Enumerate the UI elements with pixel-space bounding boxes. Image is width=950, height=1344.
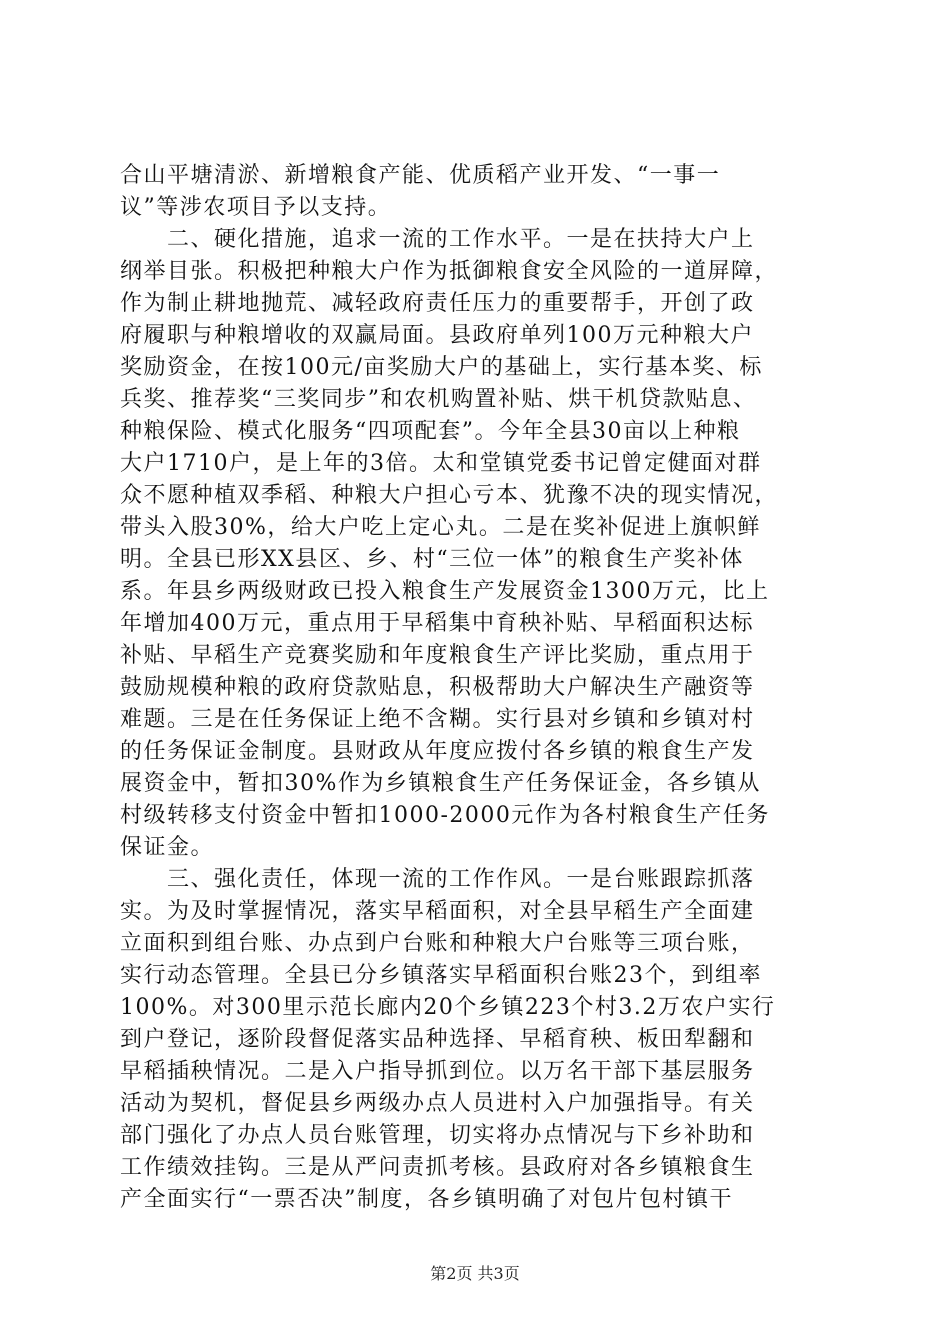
text-line: 合山平塘清淤、新增粮食产能、优质稻产业开发、“一事一: [120, 163, 721, 188]
text-line: 100%。对300里示范长廊内20个乡镇223个村3.2万农户实行: [120, 995, 776, 1020]
text-line: 实。为及时掌握情况，落实早稻面积，对全县早稻生产全面建: [120, 899, 755, 924]
text-line: 系。年县乡两级财政已投入粮食生产发展资金1300万元，比上: [120, 579, 770, 604]
text-line: 难题。三是在任务保证上绝不含糊。实行县对乡镇和乡镇对村: [120, 707, 755, 732]
text-line: 大户1710户，是上年的3倍。太和堂镇党委书记曾定健面对群: [120, 451, 762, 476]
text-line: 到户登记，逐阶段督促落实品种选择、早稻育秧、板田犁翻和: [120, 1027, 755, 1052]
text-line: 保证金。: [120, 835, 215, 860]
text-line: 种粮保险、模式化服务“四项配套”。今年全县30亩以上种粮: [120, 419, 741, 444]
page-footer: 第2页 共3页: [430, 1264, 520, 1283]
text-line: 明。全县已形XX县区、乡、村“三位一体”的粮食生产奖补体: [120, 547, 744, 572]
text-line: 立面积到组台账、办点到户台账和种粮大户台账等三项台账，: [120, 931, 755, 956]
text-line: 纲举目张。积极把种粮大户作为抵御粮食安全风险的一道屏障，: [120, 259, 779, 284]
text-line: 带头入股30%，给大户吃上定心丸。二是在奖补促进上旗帜鲜: [120, 515, 761, 540]
body-text: [120, 160, 840, 1216]
text-line: 作为制止耕地抛荒、减轻政府责任压力的重要帮手，开创了政: [120, 291, 755, 316]
text-line: 补贴、早稻生产竞赛奖励和年度粮食生产评比奖励，重点用于: [120, 643, 755, 668]
text-line: 兵奖、推荐奖“三奖同步”和农机购置补贴、烘干机贷款贴息、: [120, 387, 757, 412]
text-line: 活动为契机，督促县乡两级办点人员进村入户加强指导。有关: [120, 1091, 755, 1116]
text-line: 的任务保证金制度。县财政从年度应拨付各乡镇的粮食生产发: [120, 739, 755, 764]
text-line: 议”等涉农项目予以支持。: [120, 195, 392, 220]
text-line: 展资金中，暂扣30%作为乡镇粮食生产任务保证金，各乡镇从: [120, 771, 761, 796]
text-line: 早稻插秧情况。二是入户指导抓到位。以万名干部下基层服务: [120, 1059, 755, 1084]
text-line: 众不愿种植双季稻、种粮大户担心亏本、犹豫不决的现实情况，: [120, 483, 779, 508]
text-line: 村级转移支付资金中暂扣1000-2000元作为各村粮食生产任务: [120, 803, 770, 828]
text-line: 年增加400万元，重点用于早稻集中育秧补贴、早稻面积达标: [120, 611, 754, 636]
text-line: 二、硬化措施，追求一流的工作水平。一是在扶持大户上: [120, 227, 755, 252]
text-line: 部门强化了办点人员台账管理，切实将办点情况与下乡补助和: [120, 1123, 755, 1148]
text-line: 奖励资金，在按100元/亩奖励大户的基础上，实行基本奖、标: [120, 355, 763, 380]
text-line: 工作绩效挂钩。三是从严问责抓考核。县政府对各乡镇粮食生: [120, 1155, 755, 1180]
text-line: 三、强化责任，体现一流的工作作风。一是台账跟踪抓落: [120, 867, 755, 892]
text-line: 实行动态管理。全县已分乡镇落实早稻面积台账23个，到组率: [120, 963, 762, 988]
text-line: 府履职与种粮增收的双赢局面。县政府单列100万元种粮大户: [120, 323, 754, 348]
text-line: 鼓励规模种粮的政府贷款贴息，积极帮助大户解决生产融资等: [120, 675, 755, 700]
text-line: 产全面实行“一票否决”制度，各乡镇明确了对包片包村镇干: [120, 1187, 733, 1212]
